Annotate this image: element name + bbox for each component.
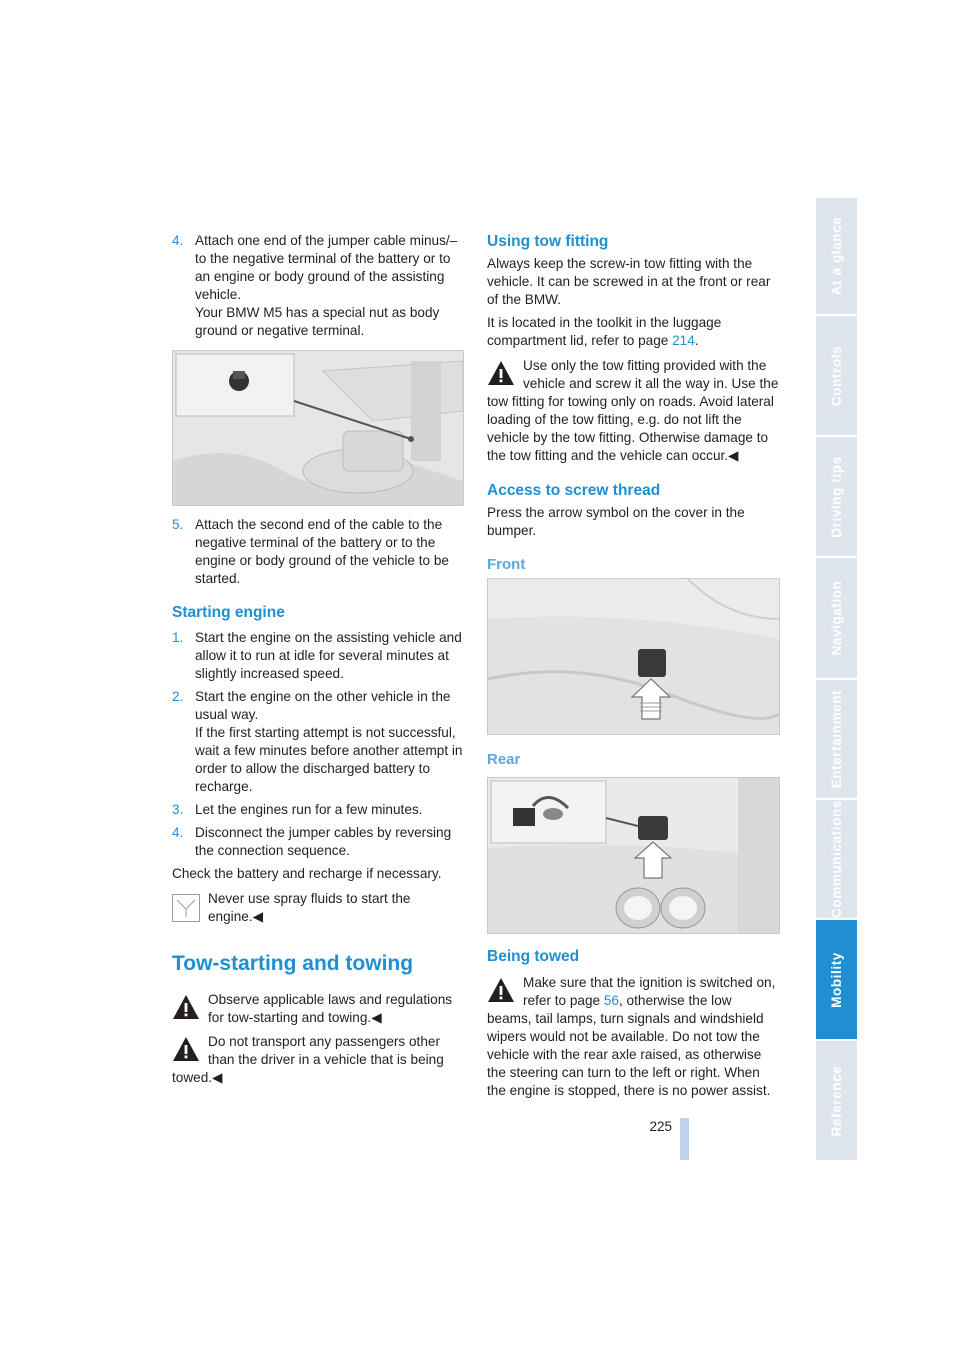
tab-label: Navigation xyxy=(828,580,844,656)
tab-label: Mobility xyxy=(828,951,844,1008)
warning-text: Do not transport any passengers other than the driver in a vehicle that is being xyxy=(208,1034,444,1067)
access-heading: Access to screw thread xyxy=(487,482,661,499)
tab-label: At a glance xyxy=(828,216,844,296)
tab-driving-tips[interactable] xyxy=(816,437,857,556)
step-extra: If the first starting attempt is not successful, wait a few minutes before another attempt in order to allow the discharged battery to recharge. xyxy=(195,725,463,794)
front-bumper-photo xyxy=(487,578,780,735)
step-text: Disconnect the jumper cables by reversing the connection sequence. xyxy=(195,825,452,858)
starting-engine-heading: Starting engine xyxy=(172,604,285,621)
warning-triangle-icon xyxy=(487,976,515,1004)
start-step-1 xyxy=(172,629,464,683)
warning-text: Use only the tow fitting provided with the vehicle and screw it all the way in. Use the xyxy=(523,358,779,391)
rear-bumper-photo xyxy=(487,777,780,934)
tow-fitting-warning xyxy=(487,357,779,465)
battery-ground-photo xyxy=(172,350,464,506)
located-sentence: It is located in the toolkit in the luggage compartment lid, refer to page xyxy=(487,315,722,348)
page-link-56[interactable]: 56 xyxy=(603,993,619,1008)
access-text: Press the arrow symbol on the cover in the bumper. xyxy=(487,505,745,538)
step-number: 5. xyxy=(172,517,184,532)
tab-at-a-glance[interactable] xyxy=(816,198,857,314)
rear-label: Rear xyxy=(487,751,521,768)
warning-triangle-icon xyxy=(487,359,515,387)
tab-mobility[interactable] xyxy=(816,920,857,1039)
step-extra: Your BMW M5 has a special nut as body ground or negative terminal. xyxy=(195,305,440,338)
check-battery-text: Check the battery and recharge if necessary. xyxy=(172,866,442,881)
being-towed-warning xyxy=(487,974,779,1100)
warning-triangle-icon xyxy=(172,1035,200,1063)
front-label: Front xyxy=(487,556,526,573)
spray-note xyxy=(172,890,464,926)
start-step-2 xyxy=(172,688,464,796)
note-corner-icon xyxy=(172,894,200,922)
right-column-cont xyxy=(487,947,779,1100)
step-number: 4. xyxy=(172,825,184,840)
towed-sentence-b: , otherwise the low xyxy=(619,993,732,1008)
step-text: Attach one end of the jumper cable minus/– to the negative terminal of the battery or to an engine or body ground of the assisting vehicle. xyxy=(195,233,458,302)
step-number: 4. xyxy=(172,233,184,248)
tab-label: Driving tips xyxy=(828,455,844,538)
step-text: Start the engine on the assisting vehicle and allow it to run at idle for several minutes at slightly increased speed. xyxy=(195,630,462,681)
start-step-3 xyxy=(172,801,464,819)
warning-text-cont: beams, tail lamps, turn signals and windshield wipers would not be available. Do not tow the vehicle with the rear axle raised, as otherwise the steering can turn to the left or right. When the engine is stopped, there is no power assist. xyxy=(487,1011,771,1098)
step-number: 1. xyxy=(172,630,184,645)
tab-entertainment[interactable] xyxy=(816,680,857,798)
law-warning xyxy=(172,991,464,1027)
being-towed-heading: Being towed xyxy=(487,948,580,965)
tab-reference[interactable] xyxy=(816,1041,857,1160)
tab-label: Communications xyxy=(828,800,844,918)
step-text: Let the engines run for a few minutes. xyxy=(195,802,423,817)
warning-text-cont: towed.◀ xyxy=(172,1070,223,1085)
warning-text: Observe applicable laws and regulations for tow-starting and towing.◀ xyxy=(208,992,453,1025)
step-4 xyxy=(172,232,464,340)
right-column xyxy=(487,232,779,575)
start-steps-list xyxy=(172,629,464,860)
tab-label: Entertainment xyxy=(828,689,844,789)
rear-label-wrap xyxy=(487,750,779,770)
towed-sentence-a: Make sure that the ignition is switched on, refer to page xyxy=(523,975,776,1008)
note-text: Never use spray fluids to start the engine.◀ xyxy=(208,891,411,924)
using-text: Always keep the screw-in tow fitting with the vehicle. It can be screwed in at the front or rear of the BMW. xyxy=(487,256,771,307)
step-text: Start the engine on the other vehicle in the usual way. xyxy=(195,689,451,722)
warning-text-cont: tow fitting for towing only on roads. Avoid lateral loading of the tow fitting, e.g. do not lift the vehicle by the tow fitting. Otherwise damage to the tow fitting and the vehicle can occur.◀ xyxy=(487,394,774,463)
tow-section-heading: Tow-starting and towing xyxy=(172,952,414,975)
passenger-warning xyxy=(172,1033,464,1087)
tab-navigation[interactable] xyxy=(816,558,857,678)
left-column-cont xyxy=(172,516,464,1087)
warning-triangle-icon xyxy=(172,993,200,1021)
located-end: . xyxy=(694,333,699,348)
tab-label: Reference xyxy=(828,1065,844,1136)
using-tow-fitting-heading: Using tow fitting xyxy=(487,233,609,250)
tab-communications[interactable] xyxy=(816,800,857,918)
tab-controls[interactable] xyxy=(816,316,857,435)
tab-label: Controls xyxy=(828,345,844,406)
page-link-214[interactable]: 214 xyxy=(672,333,695,348)
page-number-bar xyxy=(680,1118,689,1160)
located-text xyxy=(487,314,779,350)
left-column xyxy=(172,232,464,340)
start-step-4 xyxy=(172,824,464,860)
step-number: 3. xyxy=(172,802,184,817)
side-tab-strip xyxy=(816,198,857,1160)
page-number: 225 xyxy=(649,1119,672,1134)
step-number: 2. xyxy=(172,689,184,704)
warning-text xyxy=(523,974,779,1010)
step-5 xyxy=(172,516,464,588)
step-text: Attach the second end of the cable to the negative terminal of the battery or to the engine or body ground of the vehicle to be started. xyxy=(195,517,449,586)
